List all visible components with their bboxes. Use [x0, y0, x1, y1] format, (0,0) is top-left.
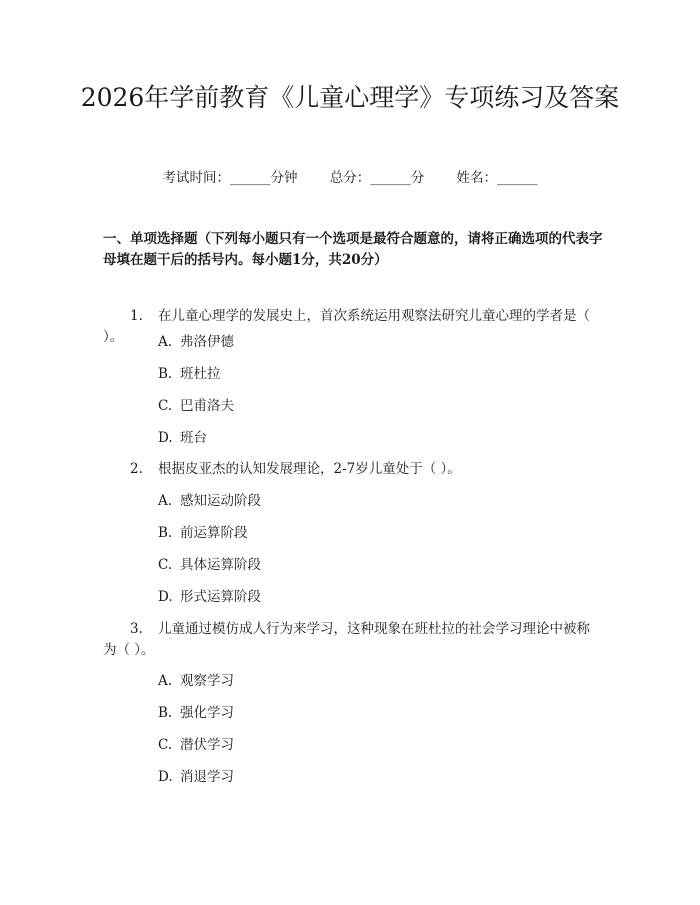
- option-2d: [158, 587, 261, 607]
- option-letter: B.: [158, 525, 173, 541]
- question-3: [103, 619, 603, 661]
- student-name-field: 姓名：______: [456, 170, 538, 186]
- total-score-field: 总分：______分: [329, 170, 425, 186]
- option-letter: C.: [158, 398, 173, 414]
- option-letter: A.: [158, 493, 173, 509]
- option-3d: [158, 767, 234, 787]
- question-number: 3.: [130, 621, 143, 637]
- question-stem: 儿童通过模仿成人行为来学习，这种现象在班杜拉的社会学习理论中被称为（ ）。: [103, 621, 590, 658]
- section-heading: 一、单项选择题（下列每小题只有一个选项是最符合题意的，请将正确选项的代表字母填在题干后的括号内。每小题1分，共20分）: [103, 231, 603, 268]
- option-3b: [158, 703, 234, 723]
- option-letter: B.: [158, 366, 173, 382]
- option-1a: [158, 332, 234, 352]
- option-text: 弗洛伊德: [180, 334, 234, 350]
- option-3a: [158, 671, 234, 691]
- option-2c: [158, 555, 261, 575]
- option-text: 潜伏学习: [180, 737, 234, 753]
- question-stem: 在儿童心理学的发展史上，首次系统运用观察法研究儿童心理的学者是（ ）。: [103, 308, 590, 345]
- option-letter: C.: [158, 737, 173, 753]
- option-letter: A.: [158, 673, 173, 689]
- option-1c: [158, 396, 234, 416]
- option-letter: B.: [158, 705, 173, 721]
- option-text: 形式运算阶段: [180, 589, 261, 605]
- option-letter: A.: [158, 334, 173, 350]
- option-2b: [158, 523, 248, 543]
- option-text: 消退学习: [180, 769, 234, 785]
- option-letter: C.: [158, 557, 173, 573]
- question-number: 1.: [130, 308, 143, 324]
- option-1b: [158, 364, 221, 384]
- option-text: 具体运算阶段: [180, 557, 261, 573]
- option-text: 观察学习: [180, 673, 234, 689]
- question-stem: 根据皮亚杰的认知发展理论，2-7岁儿童处于（ ）。: [158, 461, 461, 477]
- option-letter: D.: [158, 589, 173, 605]
- option-letter: D.: [158, 769, 173, 785]
- option-text: 感知运动阶段: [180, 493, 261, 509]
- question-number: 2.: [130, 461, 143, 477]
- option-text: 前运算阶段: [180, 525, 248, 541]
- option-letter: D.: [158, 430, 173, 446]
- exam-info: [0, 168, 700, 188]
- option-3c: [158, 735, 234, 755]
- option-text: 班台: [180, 430, 207, 446]
- option-text: 强化学习: [180, 705, 234, 721]
- document-title: 2026年学前教育《儿童心理学》专项练习及答案: [80, 83, 620, 112]
- exam-time-field: 考试时间：______分钟: [162, 170, 298, 186]
- option-2a: [158, 491, 261, 511]
- option-text: 班杜拉: [180, 366, 221, 382]
- option-text: 巴甫洛夫: [180, 398, 234, 414]
- option-1d: [158, 428, 207, 448]
- question-2: [103, 459, 603, 480]
